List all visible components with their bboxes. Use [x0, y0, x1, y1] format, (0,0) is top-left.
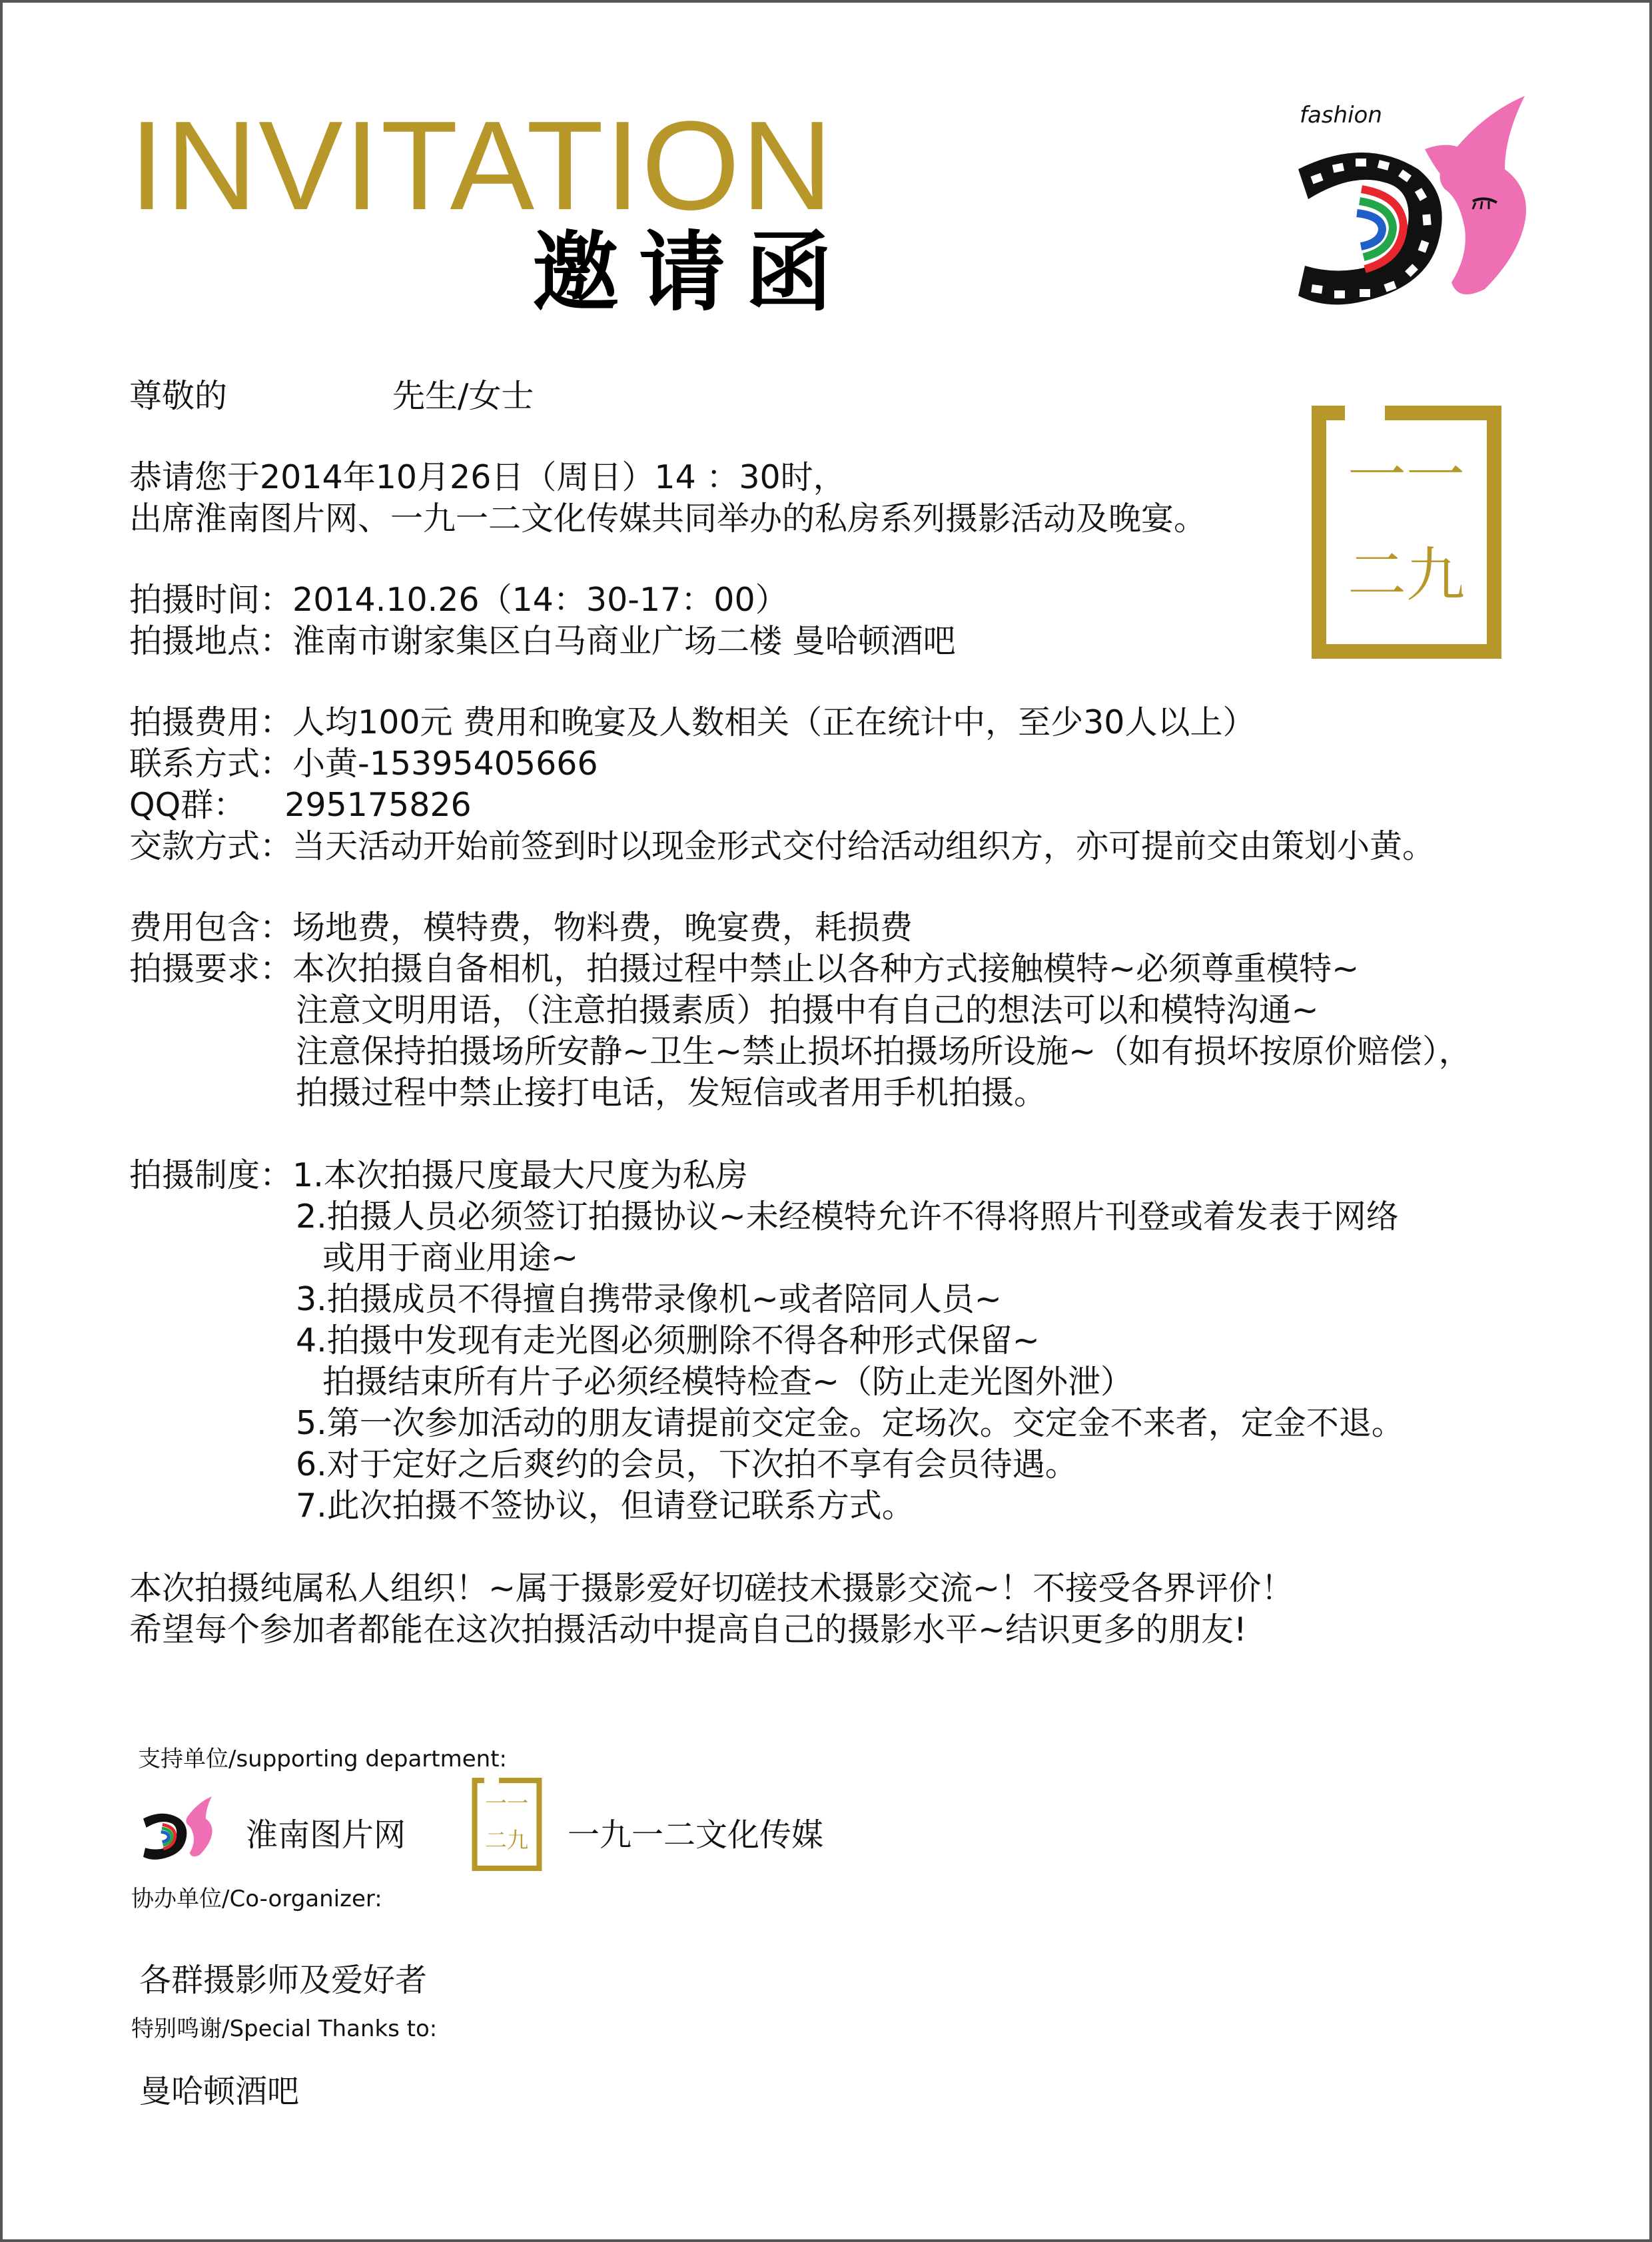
requirements-label: 拍摄要求：: [129, 950, 293, 988]
salutation-line: [129, 376, 1515, 417]
requirement-item: 拍摄过程中禁止接打电话，发短信或者用手机拍摄。: [296, 1074, 1047, 1112]
fee-label: 拍摄费用：: [129, 703, 293, 741]
fashion-logo: [1285, 89, 1538, 342]
includes-label: 费用包含：: [129, 909, 293, 946]
coorganizer-label: 协办单位/Co-organizer:: [131, 1886, 382, 1912]
rule-item: 6.对于定好之后爽约的会员，下次拍不享有会员待遇。: [296, 1445, 1078, 1483]
thanks-label: 特别鸣谢/Special Thanks to:: [131, 2016, 438, 2042]
includes-value: 场地费，模特费，物料费，晚宴费，耗损费: [292, 909, 913, 946]
contact-value: 小黄-15395405666: [292, 745, 598, 783]
time-line: [129, 579, 1515, 621]
rules-line-1: [129, 1155, 1515, 1196]
thanks-value: 曼哈顿酒吧: [139, 2073, 300, 2110]
time-label: 拍摄时间：: [129, 581, 293, 619]
rule-item: 2.拍摄人员必须签订拍摄协议~未经模特允许不得将照片刊登或着发表于网络: [296, 1198, 1399, 1236]
includes-line: [129, 907, 1515, 948]
title-english: INVITATION: [129, 95, 834, 236]
fee-line: [129, 702, 1515, 743]
rule-item: 3.拍摄成员不得擅自携带录像机~或者陪同人员~: [296, 1280, 1002, 1318]
payment-label: 交款方式：: [129, 827, 293, 865]
place-label: 拍摄地点：: [129, 622, 293, 660]
payment-line: [129, 826, 1515, 867]
small-logo-1912: [470, 1778, 544, 1871]
qq-label: QQ群：: [129, 786, 246, 824]
rules-label: 拍摄制度：: [129, 1156, 293, 1194]
place-line: [129, 621, 1515, 662]
rule-item: 拍摄结束所有片子必须经模特检查~（防止走光图外泄）: [322, 1363, 1134, 1401]
logo-1912-bottom-text: 二九: [1347, 541, 1465, 609]
small-logo-1912-top-text: 一一: [485, 1790, 529, 1816]
intro-line-2: 出席淮南图片网、一九一二文化传媒共同举办的私房系列摄影活动及晚宴。: [129, 500, 1207, 538]
small-logo-1912-bottom-text: 二九: [485, 1828, 529, 1853]
supporter-2: 一九一二文化传媒: [568, 1816, 824, 1854]
supporter-1: 淮南图片网: [246, 1816, 406, 1854]
closing-line-2: 希望每个参加者都能在这次拍摄活动中提高自己的摄影水平~结识更多的朋友!: [129, 1611, 1247, 1649]
rule-item: 4.拍摄中发现有走光图必须删除不得各种形式保留~: [296, 1321, 1040, 1359]
requirement-item: 注意保持拍摄场所安静~卫生~禁止损坏拍摄场所设施~（如有损坏按原价赔偿），: [296, 1032, 1471, 1070]
salutation-suffix: 先生/女士: [392, 377, 534, 415]
fee-value: 人均100元 费用和晚宴及人数相关（正在统计中，至少30人以上）: [292, 703, 1256, 741]
requirement-item: 本次拍摄自备相机，拍摄过程中禁止以各种方式接触模特~必须尊重模特~: [292, 950, 1360, 988]
support-label: 支持单位/supporting department:: [138, 1746, 507, 1772]
place-value: 淮南市谢家集区白马商业广场二楼 曼哈顿酒吧: [292, 622, 956, 660]
title-chinese: 邀请函: [532, 221, 853, 323]
contact-line: [129, 743, 1515, 785]
intro-line-1: 恭请您于2014年10月26日（周日）14 ：30时，: [129, 458, 846, 496]
closing-line-1: 本次拍摄纯属私人组织！~属于摄影爱好切磋技术摄影交流~！不接受各界评价！: [129, 1569, 1294, 1607]
time-value: 2014.10.26（14：30-17：00）: [292, 581, 788, 619]
payment-value: 当天活动开始前签到时以现金形式交付给活动组织方，亦可提前交由策划小黄。: [292, 827, 1436, 865]
rule-item: 5.第一次参加活动的朋友请提前交定金。定场次。交定金不来者，定金不退。: [296, 1404, 1404, 1442]
requirements-line-1: [129, 948, 1515, 990]
qq-value: 295175826: [284, 786, 472, 824]
logo-1912-top-text: 一一: [1347, 441, 1465, 510]
coorganizer-value: 各群摄影师及爱好者: [139, 1962, 428, 1999]
rule-item: 或用于商业用途~: [322, 1239, 579, 1277]
qq-line: [129, 785, 1515, 826]
contact-label: 联系方式：: [129, 745, 293, 783]
small-fashion-logo: [139, 1794, 216, 1871]
rule-item: 7.此次拍摄不签协议，但请登记联系方式。: [296, 1487, 915, 1525]
invitation-body: [129, 376, 1515, 1651]
salutation: 尊敬的: [129, 377, 228, 415]
requirement-item: 注意文明用语，（注意拍摄素质）拍摄中有自己的想法可以和模特沟通~: [296, 991, 1319, 1029]
rule-item: 1.本次拍摄尺度最大尺度为私房: [292, 1156, 748, 1194]
logo-fashion-text: fashion: [1300, 102, 1382, 129]
